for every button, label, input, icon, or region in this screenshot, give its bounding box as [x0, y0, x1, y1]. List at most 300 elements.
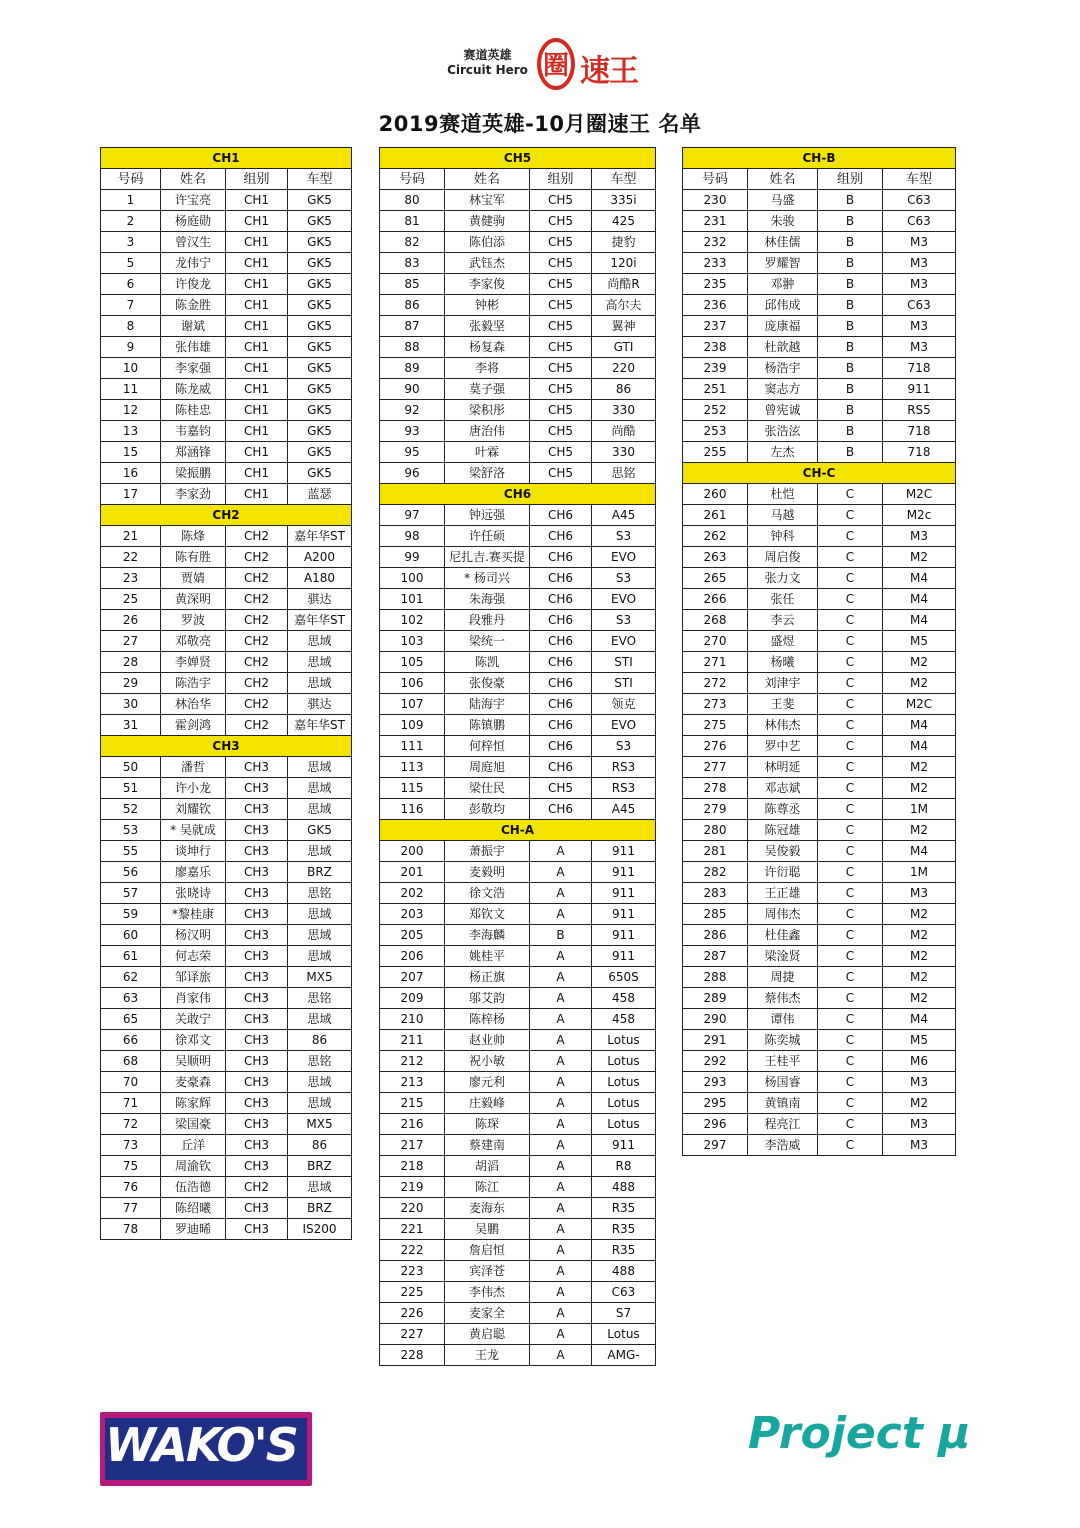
cell-name: 李浩威	[748, 1135, 818, 1156]
cell-name: 林宝军	[445, 190, 530, 211]
cell-number: 106	[380, 673, 445, 694]
cell-group: CH5	[530, 778, 592, 799]
cell-number: 262	[683, 526, 748, 547]
table-row	[683, 778, 956, 799]
cell-car: M2	[883, 820, 956, 841]
cell-name: 钟远强	[445, 505, 530, 526]
cell-number: 3	[101, 232, 161, 253]
cell-group: B	[818, 358, 883, 379]
cell-group: CH1	[226, 463, 288, 484]
cell-car: M4	[883, 1009, 956, 1030]
section-header-ch3	[101, 736, 352, 757]
cell-number: 95	[380, 442, 445, 463]
cell-name: 许俊龙	[161, 274, 226, 295]
column-header: 组别	[226, 169, 288, 190]
cell-number: 57	[101, 883, 161, 904]
table-row	[101, 715, 352, 736]
wakos-logo-text: WAKO'S	[105, 1418, 297, 1472]
cell-car: GK5	[288, 400, 352, 421]
page-title: 2019赛道英雄-10月圈速王 名单	[378, 112, 702, 136]
cell-group: B	[818, 295, 883, 316]
cell-car: 思域	[288, 1177, 352, 1198]
cell-number: 109	[380, 715, 445, 736]
cell-car: 911	[592, 1135, 656, 1156]
cell-number: 226	[380, 1303, 445, 1324]
cell-number: 213	[380, 1072, 445, 1093]
cell-car: 思域	[288, 757, 352, 778]
table-row	[101, 316, 352, 337]
cell-car: 335i	[592, 190, 656, 211]
cell-car: GTI	[592, 337, 656, 358]
cell-number: 5	[101, 253, 161, 274]
cell-group: B	[818, 274, 883, 295]
table-row	[380, 1135, 656, 1156]
cell-group: CH2	[226, 568, 288, 589]
cell-group: CH2	[226, 631, 288, 652]
cell-car: GK5	[288, 232, 352, 253]
cell-number: 59	[101, 904, 161, 925]
cell-number: 96	[380, 463, 445, 484]
cell-number: 293	[683, 1072, 748, 1093]
table-row	[101, 631, 352, 652]
cell-name: 张力文	[748, 568, 818, 589]
cell-group: CH6	[530, 652, 592, 673]
cell-car: 嘉年华ST	[288, 526, 352, 547]
cell-name: 林治华	[161, 694, 226, 715]
table-row	[683, 379, 956, 400]
cell-group: A	[530, 1135, 592, 1156]
cell-group: CH6	[530, 526, 592, 547]
cell-car: M3	[883, 1072, 956, 1093]
table-row	[683, 820, 956, 841]
cell-group: CH1	[226, 274, 288, 295]
cell-number: 278	[683, 778, 748, 799]
cell-name: * 杨司兴	[445, 568, 530, 589]
cell-group: CH5	[530, 190, 592, 211]
cell-number: 102	[380, 610, 445, 631]
cell-name: 杜歆越	[748, 337, 818, 358]
cell-group: CH2	[226, 547, 288, 568]
cell-name: 李家俊	[445, 274, 530, 295]
cell-car: 领克	[592, 694, 656, 715]
table-row	[101, 820, 352, 841]
table-row	[380, 190, 656, 211]
cell-car: 思域	[288, 1093, 352, 1114]
section-title: CH5	[380, 148, 656, 169]
cell-car: A45	[592, 505, 656, 526]
cell-name: 张俊豪	[445, 673, 530, 694]
cell-car: BRZ	[288, 862, 352, 883]
circuit-hero-logo	[440, 28, 650, 100]
cell-car: M2	[883, 1093, 956, 1114]
cell-number: 26	[101, 610, 161, 631]
cell-group: B	[818, 190, 883, 211]
cell-number: 253	[683, 421, 748, 442]
cell-name: 黄启聪	[445, 1324, 530, 1345]
cell-car: 高尔夫	[592, 295, 656, 316]
cell-number: 202	[380, 883, 445, 904]
cell-number: 50	[101, 757, 161, 778]
cell-car: 458	[592, 988, 656, 1009]
cell-car: M2	[883, 946, 956, 967]
cell-number: 22	[101, 547, 161, 568]
table-row	[101, 946, 352, 967]
cell-name: 吴鹏	[445, 1219, 530, 1240]
table-row	[101, 547, 352, 568]
cell-car: 尚酷	[592, 421, 656, 442]
roster-table	[379, 147, 656, 1366]
table-row	[380, 862, 656, 883]
table-row	[683, 568, 956, 589]
cell-number: 205	[380, 925, 445, 946]
cell-name: 段雅丹	[445, 610, 530, 631]
table-row	[380, 1156, 656, 1177]
table-row	[683, 316, 956, 337]
cell-car: MX5	[288, 967, 352, 988]
cell-car: 220	[592, 358, 656, 379]
cell-group: CH6	[530, 799, 592, 820]
cell-car: EVO	[592, 631, 656, 652]
table-row	[380, 799, 656, 820]
cell-group: C	[818, 883, 883, 904]
cell-name: 张任	[748, 589, 818, 610]
cell-name: 曾汉生	[161, 232, 226, 253]
cell-number: 71	[101, 1093, 161, 1114]
cell-name: 李家劲	[161, 484, 226, 505]
table-row	[101, 904, 352, 925]
cell-group: B	[818, 211, 883, 232]
cell-group: CH6	[530, 673, 592, 694]
cell-name: 王斐	[748, 694, 818, 715]
table-row	[683, 484, 956, 505]
cell-group: C	[818, 589, 883, 610]
table-row	[683, 757, 956, 778]
cell-name: 郑钦文	[445, 904, 530, 925]
cell-car: M4	[883, 736, 956, 757]
table-row	[380, 1030, 656, 1051]
cell-group: CH1	[226, 232, 288, 253]
cell-number: 282	[683, 862, 748, 883]
cell-name: 许任硕	[445, 526, 530, 547]
table-row	[380, 610, 656, 631]
project-mu-logo	[748, 1404, 998, 1494]
table-row	[683, 211, 956, 232]
cell-name: 蔡伟杰	[748, 988, 818, 1009]
cell-group: CH6	[530, 547, 592, 568]
cell-name: 莫子强	[445, 379, 530, 400]
table-row	[683, 694, 956, 715]
cell-group: CH2	[226, 715, 288, 736]
cell-number: 217	[380, 1135, 445, 1156]
table-row	[101, 211, 352, 232]
cell-name: 麦家全	[445, 1303, 530, 1324]
cell-car: A180	[288, 568, 352, 589]
table-row	[101, 841, 352, 862]
cell-number: 223	[380, 1261, 445, 1282]
cell-name: 周伟杰	[748, 904, 818, 925]
cell-car: 911	[592, 925, 656, 946]
cell-group: C	[818, 568, 883, 589]
cell-group: CH1	[226, 421, 288, 442]
cell-car: M2	[883, 904, 956, 925]
cell-group: C	[818, 652, 883, 673]
cell-group: CH5	[530, 295, 592, 316]
cell-number: 55	[101, 841, 161, 862]
cell-name: 罗耀智	[748, 253, 818, 274]
cell-group: CH3	[226, 1156, 288, 1177]
table-row	[101, 1177, 352, 1198]
cell-number: 72	[101, 1114, 161, 1135]
cell-car: M2C	[883, 694, 956, 715]
cell-group: A	[530, 988, 592, 1009]
cell-group: CH2	[226, 652, 288, 673]
table-row	[380, 841, 656, 862]
table-row	[380, 421, 656, 442]
table-row	[101, 925, 352, 946]
cell-car: 捷豹	[592, 232, 656, 253]
cell-group: CH5	[530, 337, 592, 358]
table-row	[683, 967, 956, 988]
cell-name: 麦豪森	[161, 1072, 226, 1093]
cell-name: 廖元利	[445, 1072, 530, 1093]
cell-group: CH3	[226, 1114, 288, 1135]
cell-number: 21	[101, 526, 161, 547]
cell-car: M3	[883, 1114, 956, 1135]
cell-number: 31	[101, 715, 161, 736]
cell-car: 思域	[288, 841, 352, 862]
table-row	[683, 1093, 956, 1114]
cell-name: 邓翀	[748, 274, 818, 295]
cell-name: 王桂平	[748, 1051, 818, 1072]
cell-car: 嘉年华ST	[288, 715, 352, 736]
cell-group: CH6	[530, 505, 592, 526]
cell-group: A	[530, 883, 592, 904]
cell-group: CH2	[226, 526, 288, 547]
table-row	[380, 988, 656, 1009]
cell-name: 叶霖	[445, 442, 530, 463]
cell-car: 思域	[288, 946, 352, 967]
cell-number: 25	[101, 589, 161, 610]
cell-car: STI	[592, 673, 656, 694]
cell-group: CH5	[530, 211, 592, 232]
table-row	[380, 946, 656, 967]
cell-car: MX5	[288, 1114, 352, 1135]
cell-car: 思域	[288, 631, 352, 652]
cell-name: 姚桂平	[445, 946, 530, 967]
cell-group: CH3	[226, 778, 288, 799]
cell-car: BRZ	[288, 1156, 352, 1177]
cell-name: 梁国豪	[161, 1114, 226, 1135]
cell-number: 222	[380, 1240, 445, 1261]
table-row	[683, 1009, 956, 1030]
table-row	[380, 673, 656, 694]
cell-number: 275	[683, 715, 748, 736]
cell-name: 陈琛	[445, 1114, 530, 1135]
cell-name: 李家强	[161, 358, 226, 379]
cell-number: 66	[101, 1030, 161, 1051]
cell-car: M2	[883, 967, 956, 988]
cell-number: 211	[380, 1030, 445, 1051]
cell-car: M2c	[883, 505, 956, 526]
cell-car: R35	[592, 1240, 656, 1261]
table-row	[683, 883, 956, 904]
cell-group: B	[818, 232, 883, 253]
cell-number: 13	[101, 421, 161, 442]
cell-number: 60	[101, 925, 161, 946]
column-header: 姓名	[161, 169, 226, 190]
cell-group: C	[818, 1093, 883, 1114]
cell-car: 思域	[288, 652, 352, 673]
table-row	[101, 799, 352, 820]
cell-car: IS200	[288, 1219, 352, 1240]
cell-number: 76	[101, 1177, 161, 1198]
cell-car: 86	[592, 379, 656, 400]
cell-group: A	[530, 1240, 592, 1261]
cell-car: GK5	[288, 421, 352, 442]
cell-group: CH1	[226, 190, 288, 211]
cell-car: 911	[592, 904, 656, 925]
cell-group: C	[818, 673, 883, 694]
cell-name: 杨曦	[748, 652, 818, 673]
table-row	[683, 1030, 956, 1051]
cell-name: 陆海宇	[445, 694, 530, 715]
cell-group: C	[818, 526, 883, 547]
cell-name: 梁振鹏	[161, 463, 226, 484]
svg-text:圈: 圈	[542, 51, 570, 81]
table-row	[101, 883, 352, 904]
cell-name: 朱骏	[748, 211, 818, 232]
cell-name: 谈坤行	[161, 841, 226, 862]
table-row	[101, 274, 352, 295]
table-row	[380, 295, 656, 316]
cell-name: 徐文浩	[445, 883, 530, 904]
column-header: 组别	[818, 169, 883, 190]
table-row	[380, 1114, 656, 1135]
cell-group: A	[530, 1219, 592, 1240]
cell-group: C	[818, 1135, 883, 1156]
cell-car: 思域	[288, 1072, 352, 1093]
roster-table	[682, 147, 956, 1156]
cell-group: C	[818, 862, 883, 883]
cell-number: 266	[683, 589, 748, 610]
column-header-row	[101, 169, 352, 190]
table-row	[683, 841, 956, 862]
cell-name: 梁淦贤	[748, 946, 818, 967]
cell-name: 盛煜	[748, 631, 818, 652]
cell-group: C	[818, 484, 883, 505]
cell-name: 关敢宁	[161, 1009, 226, 1030]
table-row	[683, 400, 956, 421]
cell-name: 陈烽	[161, 526, 226, 547]
table-row	[683, 946, 956, 967]
cell-number: 261	[683, 505, 748, 526]
cell-car: M3	[883, 232, 956, 253]
cell-name: 陈镇鹏	[445, 715, 530, 736]
table-row	[380, 358, 656, 379]
cell-car: 911	[592, 841, 656, 862]
cell-car: S3	[592, 568, 656, 589]
cell-group: C	[818, 799, 883, 820]
cell-car: EVO	[592, 547, 656, 568]
table-row	[101, 379, 352, 400]
table-row	[380, 1345, 656, 1366]
cell-car: GK5	[288, 820, 352, 841]
cell-name: 李云	[748, 610, 818, 631]
table-row	[683, 589, 956, 610]
table-row	[683, 547, 956, 568]
cell-group: CH1	[226, 484, 288, 505]
cell-name: 陈金胜	[161, 295, 226, 316]
cell-car: 911	[592, 883, 656, 904]
section-header-ch5	[380, 148, 656, 169]
cell-name: 韦嘉钧	[161, 421, 226, 442]
cell-name: 朱海强	[445, 589, 530, 610]
cell-number: 93	[380, 421, 445, 442]
cell-name: 许小龙	[161, 778, 226, 799]
table-row	[380, 1219, 656, 1240]
table-row	[101, 673, 352, 694]
table-row	[380, 694, 656, 715]
cell-car: 翼神	[592, 316, 656, 337]
cell-number: 225	[380, 1282, 445, 1303]
section-header-ch1	[101, 148, 352, 169]
cell-name: 麦毅明	[445, 862, 530, 883]
cell-name: 黄健驹	[445, 211, 530, 232]
table-row	[380, 757, 656, 778]
cell-name: 陈冠雄	[748, 820, 818, 841]
cell-name: 谭伟	[748, 1009, 818, 1030]
cell-group: CH6	[530, 589, 592, 610]
cell-car: M4	[883, 610, 956, 631]
table-row	[380, 1009, 656, 1030]
cell-name: 陈家辉	[161, 1093, 226, 1114]
cell-number: 265	[683, 568, 748, 589]
cell-number: 2	[101, 211, 161, 232]
cell-number: 277	[683, 757, 748, 778]
cell-group: CH3	[226, 925, 288, 946]
table-row	[380, 1093, 656, 1114]
cell-group: C	[818, 547, 883, 568]
table-row	[101, 1114, 352, 1135]
cell-car: S3	[592, 610, 656, 631]
cell-number: 9	[101, 337, 161, 358]
cell-group: CH2	[226, 610, 288, 631]
cell-group: C	[818, 757, 883, 778]
cell-number: 16	[101, 463, 161, 484]
table-row	[380, 589, 656, 610]
cell-number: 273	[683, 694, 748, 715]
table-row	[683, 673, 956, 694]
cell-number: 281	[683, 841, 748, 862]
column-header: 姓名	[748, 169, 818, 190]
cell-group: CH3	[226, 967, 288, 988]
table-row	[101, 589, 352, 610]
column-header-row	[380, 169, 656, 190]
cell-number: 219	[380, 1177, 445, 1198]
cell-number: 97	[380, 505, 445, 526]
table-row	[380, 211, 656, 232]
cell-name: 彭敬均	[445, 799, 530, 820]
cell-car: Lotus	[592, 1051, 656, 1072]
cell-group: C	[818, 1030, 883, 1051]
cell-group: CH3	[226, 799, 288, 820]
cell-name: 杜恺	[748, 484, 818, 505]
table-row	[683, 862, 956, 883]
cell-name: 梁统一	[445, 631, 530, 652]
cell-group: CH2	[226, 1177, 288, 1198]
table-row	[683, 526, 956, 547]
section-header-ch6	[380, 484, 656, 505]
